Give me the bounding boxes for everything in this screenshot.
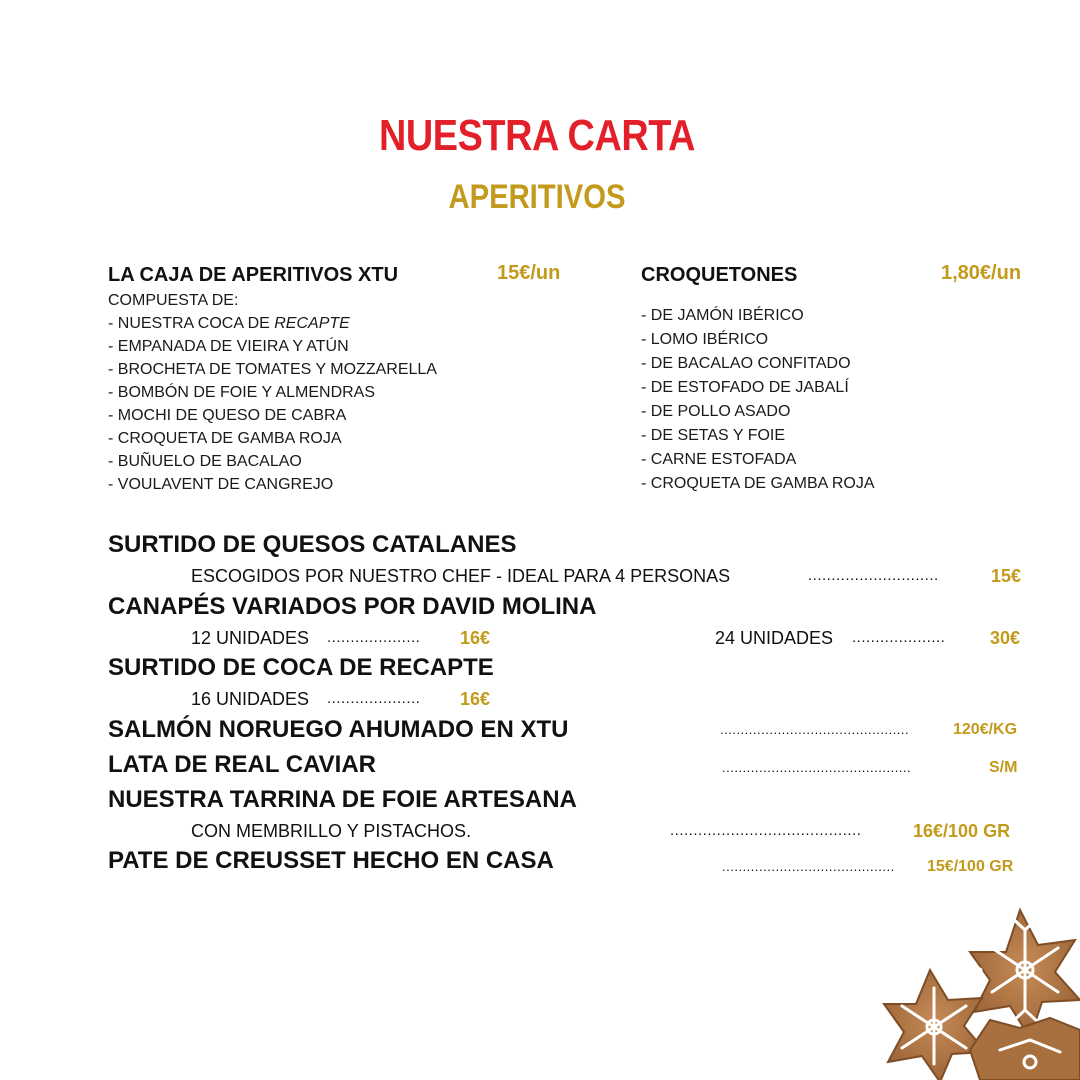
caviar-price: S/M [989, 759, 1018, 776]
croquetones-price: 1,80€/un [941, 262, 1022, 284]
list-item: - LOMO IBÉRICO [641, 331, 769, 348]
pate-price: 15€/100 GR [927, 858, 1014, 875]
foie-dots: ......................................... [670, 822, 862, 839]
box-list [108, 289, 437, 496]
quesos-dots: ............................ [808, 567, 939, 584]
list-item: - DE JAMÓN IBÉRICO [641, 307, 804, 324]
list-item: - CARNE ESTOFADA [641, 451, 797, 468]
list-item: - BROCHETA DE TOMATES Y MOZZARELLA [108, 361, 437, 378]
canapes-dots-24: .................... [852, 629, 946, 646]
section-title: APERITIVOS [448, 178, 626, 216]
canapes-price-24: 30€ [990, 628, 1021, 648]
list-item: - DE BACALAO CONFITADO [641, 355, 851, 372]
list-item: - DE POLLO ASADO [641, 403, 791, 420]
coca-option: 16 UNIDADES [191, 689, 310, 709]
canapes-option-24: 24 UNIDADES [715, 628, 834, 648]
box-price: 15€/un [497, 262, 561, 284]
quesos-price: 15€ [991, 566, 1022, 586]
salmon-name: SALMÓN NORUEGO AHUMADO EN XTU [108, 716, 569, 743]
list-item: - DE ESTOFADO DE JABALÍ [641, 379, 849, 396]
list-item: - EMPANADA DE VIEIRA Y ATÚN [108, 338, 349, 355]
salmon-dots: .............................................. [720, 722, 910, 737]
pate-dots: .......................................... [722, 859, 895, 874]
salmon-price: 120€/KG [953, 721, 1018, 738]
croquetones-name: CROQUETONES [641, 264, 798, 286]
caviar-dots: .............................................. [722, 760, 912, 775]
canapes-price-12: 16€ [460, 628, 491, 648]
canapes-name: CANAPÉS VARIADOS POR DAVID MOLINA [108, 593, 597, 620]
list-item: - BOMBÓN DE FOIE Y ALMENDRAS [108, 384, 376, 401]
croquetones-list [641, 304, 875, 496]
caviar-name: LATA DE REAL CAVIAR [108, 751, 376, 778]
box-intro: COMPUESTA DE: [108, 292, 239, 309]
list-item: - BUÑUELO DE BACALAO [108, 453, 302, 470]
coca-dots: .................... [327, 690, 421, 707]
list-item: - DE SETAS Y FOIE [641, 427, 786, 444]
canapes-dots-12: .................... [327, 629, 421, 646]
list-item: - VOULAVENT DE CANGREJO [108, 476, 334, 493]
gingerbread-cookies-icon [870, 900, 1080, 1080]
pate-name: PATE DE CREUSSET HECHO EN CASA [108, 847, 554, 874]
list-item: - NUESTRA COCA DE RECAPTE [108, 315, 350, 332]
quesos-name: SURTIDO DE QUESOS CATALANES [108, 531, 517, 558]
quesos-detail: ESCOGIDOS POR NUESTRO CHEF - IDEAL PARA 4 PERSONAS [191, 566, 731, 586]
foie-price: 16€/100 GR [913, 821, 1011, 841]
foie-detail: CON MEMBRILLO Y PISTACHOS. [191, 821, 472, 841]
canapes-option-12: 12 UNIDADES [191, 628, 310, 648]
list-item: - CROQUETA DE GAMBA ROJA [641, 475, 875, 492]
coca-price: 16€ [460, 689, 491, 709]
coca-name: SURTIDO DE COCA DE RECAPTE [108, 654, 494, 681]
page-title: NUESTRA CARTA [378, 111, 696, 160]
list-item: - MOCHI DE QUESO DE CABRA [108, 407, 347, 424]
box-name: LA CAJA DE APERITIVOS XTU [108, 264, 399, 286]
list-item: - CROQUETA DE GAMBA ROJA [108, 430, 342, 447]
foie-name: NUESTRA TARRINA DE FOIE ARTESANA [108, 786, 577, 813]
